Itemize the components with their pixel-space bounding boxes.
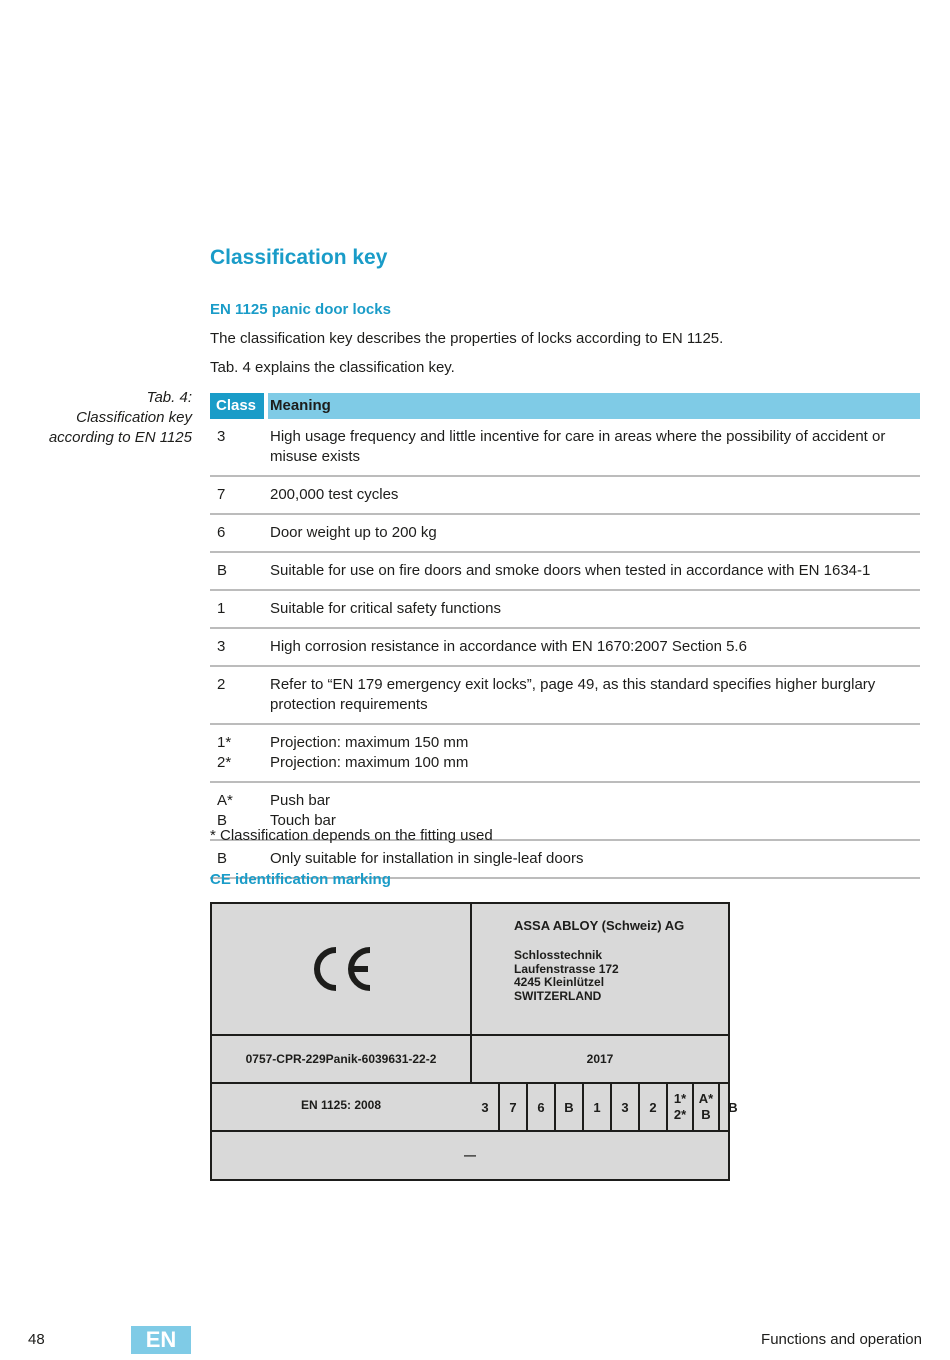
meaning-cell: Suitable for use on fire doors and smoke doors when tested in accordance with EN 1634-1 <box>270 562 871 579</box>
plate-code-cell: 1* 2* <box>668 1084 694 1132</box>
plate-bottom-mark: — <box>464 1148 476 1162</box>
language-badge: EN <box>131 1326 191 1354</box>
plate-code-cell: 3 <box>612 1084 640 1132</box>
plate-company: ASSA ABLOY (Schweiz) AG <box>514 918 685 933</box>
section-title-panic-locks: EN 1125 panic door locks <box>210 301 391 318</box>
meaning-cell: High usage frequency and little incentive for care in areas where the possibility of accident or misuse exists <box>270 428 886 465</box>
class-cell: 3 <box>217 428 226 445</box>
table-caption-line: Classification key <box>76 409 192 426</box>
plate-code-cell: B <box>556 1084 584 1132</box>
table-row <box>210 553 920 591</box>
classification-table <box>210 393 920 879</box>
plate-code-cell: A* B <box>694 1084 720 1132</box>
class-cell: B <box>217 850 228 867</box>
plate-code-cells <box>472 1084 746 1130</box>
meaning-cell: Push bar Touch bar <box>270 792 336 829</box>
table-row <box>210 629 920 667</box>
plate-year: 2017 <box>586 1052 614 1066</box>
class-cell: A* B <box>217 792 233 829</box>
plate-standard: EN 1125: 2008 <box>300 1098 382 1112</box>
table-row <box>210 515 920 553</box>
table-row <box>210 667 920 725</box>
plate-code-cell: 7 <box>500 1084 528 1132</box>
meaning-cell: Suitable for critical safety functions <box>270 600 501 617</box>
meaning-cell: Refer to “EN 179 emergency exit locks”, page 49, as this standard specifies higher burglary protection requirements <box>270 676 876 713</box>
table-row <box>210 477 920 515</box>
table-caption-line: according to EN 1125 <box>48 429 192 446</box>
plate-address-line: Laufenstrasse 172 <box>514 961 619 976</box>
plate-code-cell: 3 <box>472 1084 500 1132</box>
ce-mark-icon <box>308 944 376 994</box>
section-title-ce-marking: CE identification marking <box>210 871 391 888</box>
footer-section-title: Functions and operation <box>761 1331 922 1348</box>
footnote: * Classification depends on the fitting used <box>210 827 493 844</box>
meaning-cell: High corrosion resistance in accordance with EN 1670:2007 Section 5.6 <box>270 638 747 655</box>
table-body <box>210 419 920 879</box>
table-caption-line: Tab. 4: <box>146 389 192 406</box>
table-row <box>210 591 920 629</box>
page-number: 48 <box>28 1331 45 1348</box>
plate-code-cell: 1 <box>584 1084 612 1132</box>
plate-code-cell: B <box>728 1100 738 1115</box>
intro-paragraph: The classification key describes the properties of locks according to EN 1125. <box>210 330 724 347</box>
meaning-cell: Only suitable for installation in single-leaf doors <box>270 850 584 867</box>
table-row <box>210 725 920 783</box>
class-cell: 1* 2* <box>217 734 232 771</box>
class-cell: 6 <box>217 524 226 541</box>
column-header-meaning: Meaning <box>268 393 920 419</box>
table-row <box>210 419 920 477</box>
plate-code-cell: 6 <box>528 1084 556 1132</box>
plate-address-line: 4245 Kleinlützel <box>514 975 605 989</box>
table-header <box>210 393 920 419</box>
plate-address-line: SWITZERLAND <box>514 988 602 1003</box>
plate-code-cell: 2 <box>640 1084 668 1132</box>
meaning-cell: Door weight up to 200 kg <box>270 524 437 541</box>
table-caption <box>12 388 192 448</box>
plate-address <box>514 949 619 1003</box>
class-cell: 2 <box>217 676 226 693</box>
meaning-cell: Projection: maximum 150 mm Projection: maximum 100 mm <box>270 734 469 771</box>
class-cell: B <box>217 562 228 579</box>
column-header-class: Class <box>210 393 264 419</box>
plate-address-line: Schlosstechnik <box>514 948 603 962</box>
table-reference-paragraph: Tab. 4 explains the classification key. <box>210 359 455 376</box>
class-cell: 3 <box>217 638 226 655</box>
ce-identification-plate <box>210 902 738 1181</box>
plate-certificate-number: 0757-CPR-229Panik-6039631-22-2 <box>245 1052 437 1066</box>
meaning-cell: 200,000 test cycles <box>270 486 399 503</box>
page-title: Classification key <box>210 246 388 269</box>
class-cell: 1 <box>217 600 226 617</box>
class-cell: 7 <box>217 486 226 503</box>
